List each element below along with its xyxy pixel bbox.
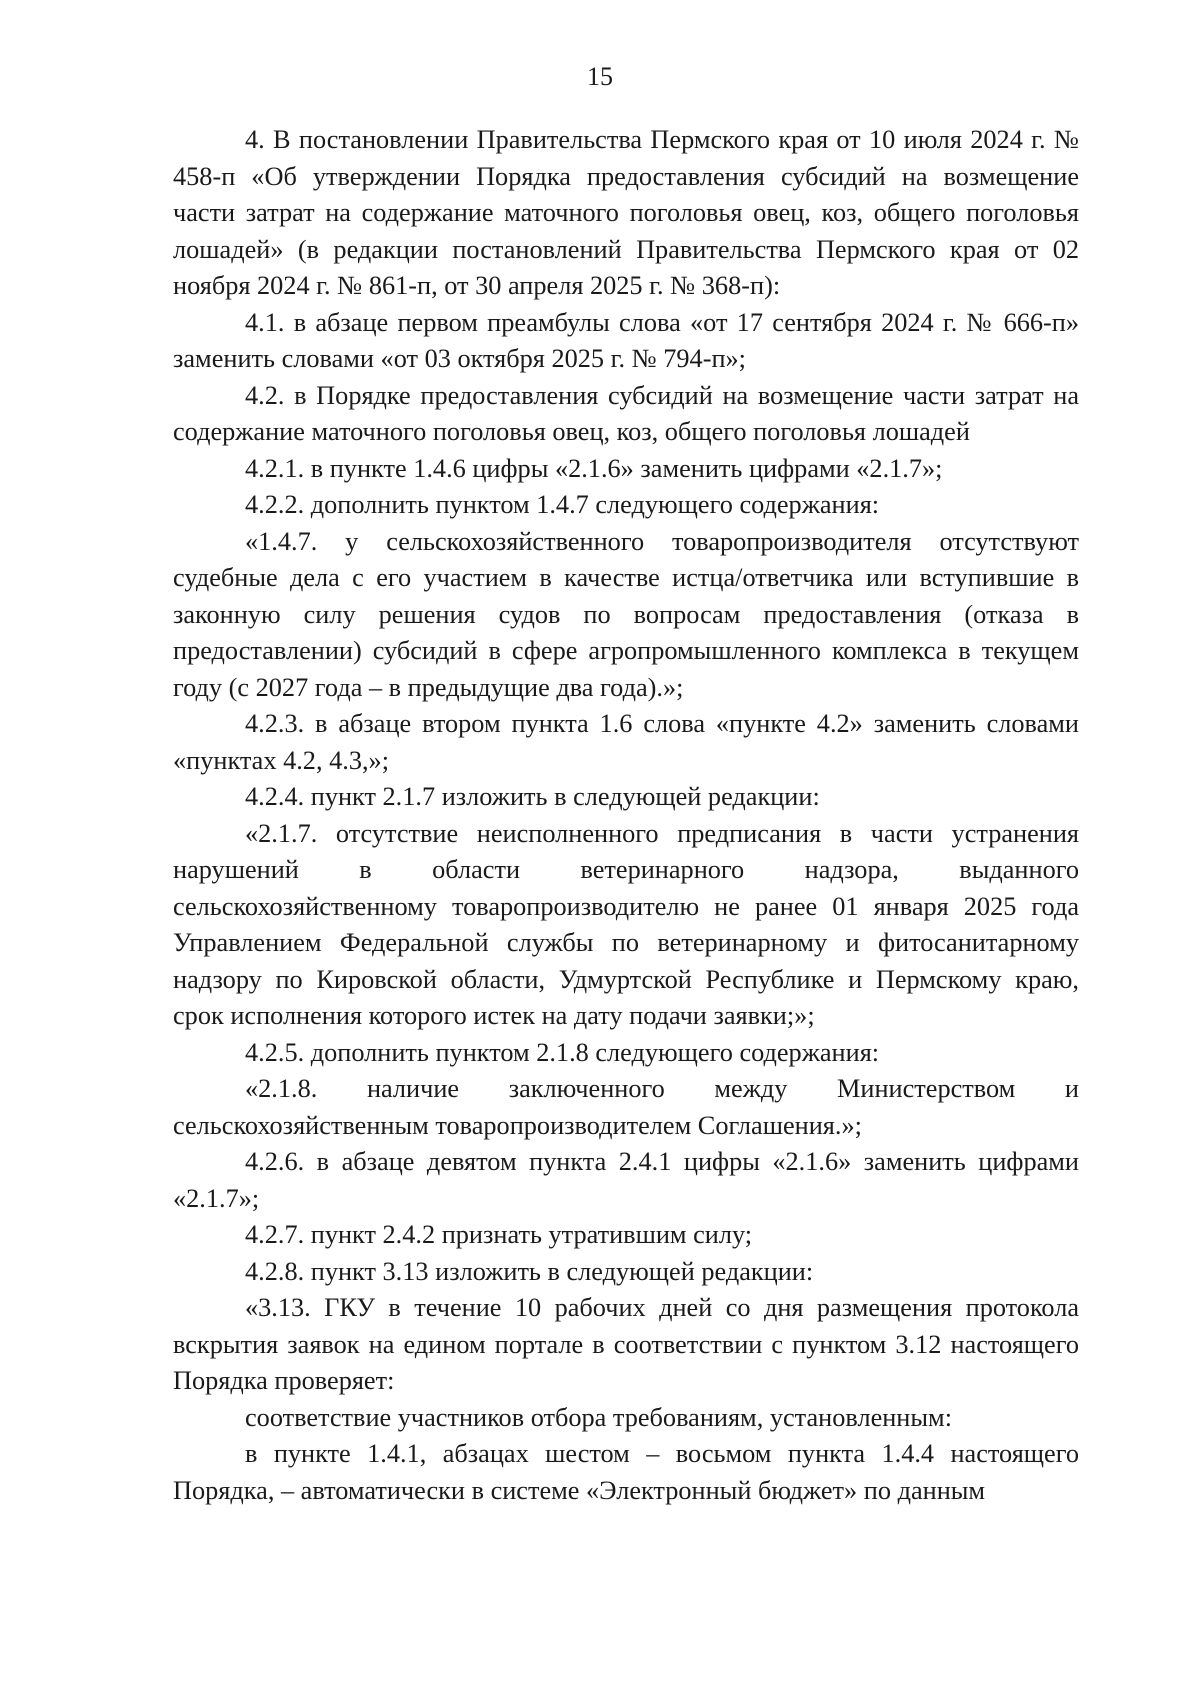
paragraph: 4.2.7. пункт 2.4.2 признать утратившим силу; <box>245 1220 753 1249</box>
paragraph: 4.2. в Порядке предоставления субсидий на возмещение части затрат на содержание маточного поголовья овец, коз, общего поголовья лошадей <box>173 380 1079 446</box>
paragraph: 4.2.8. пункт 3.13 изложить в следующей редакции: <box>245 1256 814 1286</box>
paragraph: 4.2.2. дополнить пунктом 1.4.7 следующего содержания: <box>245 490 880 519</box>
paragraph: «2.1.8. наличие заключенного между Министерством и сельскохозяйственным товаропроизводителем Соглашения.»; <box>173 1074 1079 1140</box>
paragraph: 4.2.5. дополнить пунктом 2.1.8 следующего содержания: <box>245 1037 880 1067</box>
page-number: 15 <box>587 62 613 91</box>
paragraph: «1.4.7. у сельскохозяйственного товаропроизводителя отсутствуют судебные дела с его участием в качестве истца/ответчика или вступившие в законную силу решения судов по вопросам предоставления (отказа в предоставлении) субсидий в сфере агропромышленного комплекса в текущем году (с 2027 года – в предыдущие два года).»; <box>173 526 1079 702</box>
paragraph: соответствие участников отбора требованиям, установленным: <box>245 1402 952 1432</box>
paragraph: «3.13. ГКУ в течение 10 рабочих дней со дня размещения протокола вскрытия заявок на едином портале в соответствии с пунктом 3.12 настоящего Порядка проверяет: <box>173 1293 1079 1395</box>
paragraph: 4.1. в абзаце первом преамбулы слова «от 17 сентября 2024 г. № 666-п» заменить словами «от 03 октября 2025 г. № 794-п»; <box>173 307 1079 373</box>
paragraph: 4.2.4. пункт 2.1.7 изложить в следующей редакции: <box>245 782 820 811</box>
paragraph: 4. В постановлении Правительства Пермского края от 10 июля 2024 г. № 458-п «Об утверждении Порядка предоставления субсидий на возмещение части затрат на содержание маточного поголовья овец, коз, общего поголовья лошадей» (в редакции постановлений Правительства Пермского края от 02 ноября 2024 г. № 861-п, от 30 апреля 2025 г. № 368-п): <box>173 125 1079 300</box>
document-body <box>173 122 1079 1509</box>
paragraph: «2.1.7. отсутствие неисполненного предписания в части устранения нарушений в области ветеринарного надзора, выданного сельскохозяйственному товаропроизводителю не ранее 01 января 2025 года Управлением Федеральной службы по ветеринарному и фитосанитарному надзору по Кировской области, Удмуртской Республике и Пермскому краю, срок исполнения которого истек на дату подачи заявки;»; <box>173 818 1079 1030</box>
paragraph: 4.2.3. в абзаце втором пункта 1.6 слова «пункте 4.2» заменить словами «пунктах 4.2, 4.3,»; <box>173 709 1079 775</box>
paragraph: 4.2.6. в абзаце девятом пункта 2.4.1 цифры «2.1.6» заменить цифрами «2.1.7»; <box>173 1147 1079 1213</box>
paragraph: 4.2.1. в пункте 1.4.6 цифры «2.1.6» заменить цифрами «2.1.7»; <box>245 453 943 483</box>
paragraph: в пункте 1.4.1, абзацах шестом – восьмом пункта 1.4.4 настоящего Порядка, – автоматически в системе «Электронный бюджет» по данным <box>173 1439 1079 1505</box>
